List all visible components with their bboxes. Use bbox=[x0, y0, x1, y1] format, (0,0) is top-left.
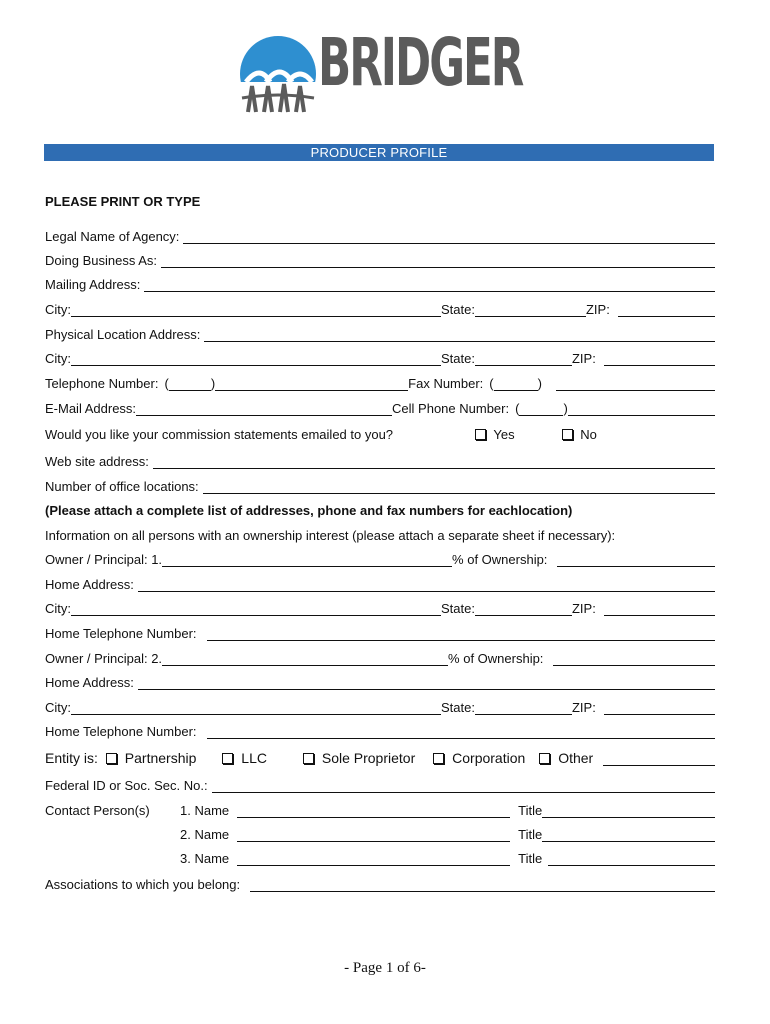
physical-address-label: Physical Location Address: bbox=[45, 327, 201, 342]
cell-area-code-field[interactable] bbox=[519, 401, 563, 416]
ownership-info: Information on all persons with an ownership interest (please attach a separate sheet if necessary): bbox=[45, 528, 616, 543]
city-field[interactable] bbox=[71, 601, 441, 616]
other-label: Other bbox=[558, 750, 594, 766]
state-field[interactable] bbox=[475, 700, 572, 715]
owner1-home-address-row bbox=[45, 572, 715, 592]
state-field[interactable] bbox=[475, 601, 572, 616]
contact1-title-field[interactable] bbox=[542, 803, 715, 818]
website-label: Web site address: bbox=[45, 454, 149, 469]
federal-id-label: Federal ID or Soc. Sec. No.: bbox=[45, 778, 208, 793]
state-label: State: bbox=[441, 302, 475, 317]
cell-field[interactable] bbox=[568, 401, 715, 416]
mailing-city-row bbox=[45, 297, 715, 317]
physical-address-row bbox=[45, 322, 715, 342]
print-instruction: PLEASE PRINT OR TYPE bbox=[45, 194, 201, 209]
contact-row-2 bbox=[45, 822, 715, 842]
telephone-field[interactable] bbox=[215, 376, 408, 391]
owner1-name-field[interactable] bbox=[162, 552, 452, 567]
owner2-home-address-field[interactable] bbox=[138, 675, 715, 690]
zip-field[interactable] bbox=[604, 700, 715, 715]
entity-partnership-option[interactable] bbox=[106, 750, 196, 766]
zip-label: ZIP: bbox=[571, 351, 596, 366]
cell-area-close: ) bbox=[563, 401, 568, 416]
checkbox-icon[interactable] bbox=[433, 753, 444, 764]
checkbox-icon[interactable] bbox=[303, 753, 314, 764]
mailing-address-field[interactable] bbox=[144, 277, 715, 292]
area-code-close: ) bbox=[210, 376, 216, 391]
corporation-label: Corporation bbox=[452, 750, 526, 766]
federal-id-field[interactable] bbox=[212, 778, 715, 793]
city-label: City: bbox=[45, 700, 71, 715]
dba-row bbox=[45, 248, 715, 268]
home-phone-label: Home Telephone Number: bbox=[45, 724, 197, 739]
state-label: State: bbox=[441, 700, 475, 715]
associations-field[interactable] bbox=[250, 877, 715, 892]
state-label: State: bbox=[441, 601, 475, 616]
mailing-address-label: Mailing Address: bbox=[45, 277, 141, 292]
owner2-name-field[interactable] bbox=[162, 651, 448, 666]
owner1-label: Owner / Principal: 1. bbox=[45, 552, 163, 567]
owner2-home-phone-field[interactable] bbox=[207, 724, 715, 739]
associations-label: Associations to which you belong: bbox=[45, 877, 241, 892]
home-address-label: Home Address: bbox=[45, 675, 134, 690]
owner1-home-phone-row bbox=[45, 621, 715, 641]
contact-name-label: 3. Name bbox=[180, 851, 230, 866]
mailing-address-row bbox=[45, 272, 715, 292]
ownership-pct-label: % of Ownership: bbox=[452, 552, 548, 567]
contact-name-label: 1. Name bbox=[180, 803, 230, 818]
checkbox-icon[interactable] bbox=[562, 429, 573, 440]
checkbox-icon[interactable] bbox=[539, 753, 550, 764]
owner1-row bbox=[45, 547, 715, 567]
home-phone-label: Home Telephone Number: bbox=[45, 626, 197, 641]
page-number: - Page 1 of 6- bbox=[344, 960, 426, 976]
logo-wordmark: BRIDGER bbox=[318, 24, 523, 101]
commission-yes-option[interactable] bbox=[475, 427, 515, 442]
zip-field[interactable] bbox=[618, 302, 715, 317]
website-row bbox=[45, 449, 715, 469]
state-field[interactable] bbox=[475, 302, 586, 317]
contact2-name-field[interactable] bbox=[237, 827, 510, 842]
legal-name-field[interactable] bbox=[183, 229, 715, 244]
associations-row bbox=[45, 872, 715, 892]
sole-proprietor-label: Sole Proprietor bbox=[321, 750, 416, 766]
owner2-pct-field[interactable] bbox=[553, 651, 715, 666]
partnership-label: Partnership bbox=[124, 750, 197, 766]
email-field[interactable] bbox=[136, 401, 392, 416]
cell-label: Cell Phone Number: bbox=[392, 401, 510, 416]
city-field[interactable] bbox=[71, 700, 441, 715]
dba-field[interactable] bbox=[161, 253, 715, 268]
fax-label: Fax Number: bbox=[408, 376, 484, 391]
ownership-pct-label: % of Ownership: bbox=[448, 651, 544, 666]
attach-note: (Please attach a complete list of addresses, phone and fax numbers for eachlocation) bbox=[45, 503, 573, 518]
owner2-city-row bbox=[45, 695, 715, 715]
phone-fax-row bbox=[45, 371, 715, 391]
legal-name-row bbox=[45, 224, 715, 244]
contact-label: Contact Person(s) bbox=[45, 803, 150, 818]
yes-label: Yes bbox=[493, 427, 515, 442]
phone-area-code-field[interactable] bbox=[169, 376, 211, 391]
office-count-row bbox=[45, 474, 715, 494]
commission-email-row bbox=[45, 422, 715, 442]
title-label: Title bbox=[518, 827, 543, 842]
entity-sole-proprietor-option[interactable] bbox=[303, 750, 415, 766]
zip-field[interactable] bbox=[604, 601, 715, 616]
entity-llc-option[interactable] bbox=[222, 750, 267, 766]
owner1-pct-field[interactable] bbox=[557, 552, 715, 567]
other-entity-field[interactable] bbox=[603, 751, 715, 766]
website-field[interactable] bbox=[153, 454, 715, 469]
contact3-name-field[interactable] bbox=[237, 851, 510, 866]
state-field[interactable] bbox=[475, 351, 572, 366]
contact-row-1 bbox=[45, 798, 715, 818]
zip-field[interactable] bbox=[604, 351, 715, 366]
ownership-info-row bbox=[45, 523, 715, 543]
attach-note-row bbox=[45, 498, 715, 518]
contact3-title-field[interactable] bbox=[548, 851, 715, 866]
federal-id-row bbox=[45, 773, 715, 793]
office-count-field[interactable] bbox=[203, 479, 715, 494]
contact-row-3 bbox=[45, 846, 715, 866]
email-label: E-Mail Address: bbox=[45, 401, 137, 416]
fax-field[interactable] bbox=[556, 376, 715, 391]
entity-row bbox=[45, 746, 715, 766]
entity-label: Entity is: bbox=[45, 750, 98, 766]
owner2-row bbox=[45, 646, 715, 666]
owner2-home-address-row bbox=[45, 670, 715, 690]
physical-city-row bbox=[45, 346, 715, 366]
owner2-label: Owner / Principal: 2. bbox=[45, 651, 163, 666]
city-label: City: bbox=[45, 302, 71, 317]
city-field[interactable] bbox=[71, 302, 441, 317]
telephone-label: Telephone Number: bbox=[45, 376, 159, 391]
title-label: Title bbox=[518, 803, 543, 818]
home-address-label: Home Address: bbox=[45, 577, 134, 592]
cell-area-open: ( bbox=[515, 401, 520, 416]
owner2-home-phone-row bbox=[45, 719, 715, 739]
commission-question: Would you like your commission statements emailed to you? bbox=[45, 427, 394, 442]
form-title-banner: PRODUCER PROFILE bbox=[44, 144, 714, 161]
dba-label: Doing Business As: bbox=[45, 253, 158, 268]
entity-corporation-option[interactable] bbox=[433, 750, 525, 766]
bridger-logo bbox=[236, 24, 523, 120]
email-cell-row bbox=[45, 396, 715, 416]
contact2-title-field[interactable] bbox=[542, 827, 715, 842]
city-label: City: bbox=[45, 351, 71, 366]
fax-area-code-field[interactable] bbox=[494, 376, 538, 391]
contact1-name-field[interactable] bbox=[237, 803, 510, 818]
office-count-label: Number of office locations: bbox=[45, 479, 199, 494]
state-label: State: bbox=[441, 351, 475, 366]
checkbox-icon[interactable] bbox=[475, 429, 486, 440]
entity-other-option[interactable] bbox=[539, 750, 593, 766]
legal-name-label: Legal Name of Agency: bbox=[45, 229, 180, 244]
checkbox-icon[interactable] bbox=[222, 753, 233, 764]
llc-label: LLC bbox=[241, 750, 267, 766]
city-label: City: bbox=[45, 601, 71, 616]
fax-area-open: ( bbox=[489, 376, 494, 391]
fax-area-close: ) bbox=[537, 376, 542, 391]
zip-label: ZIP: bbox=[571, 700, 596, 715]
commission-no-option[interactable] bbox=[562, 427, 597, 442]
title-label: Title bbox=[518, 851, 543, 866]
no-label: No bbox=[580, 427, 597, 442]
owner1-city-row bbox=[45, 596, 715, 616]
owner1-home-address-field[interactable] bbox=[138, 577, 715, 592]
zip-label: ZIP: bbox=[571, 601, 596, 616]
area-code-open: ( bbox=[164, 376, 169, 391]
physical-address-field[interactable] bbox=[204, 327, 715, 342]
city-field[interactable] bbox=[71, 351, 441, 366]
zip-label: ZIP: bbox=[585, 302, 610, 317]
checkbox-icon[interactable] bbox=[106, 753, 117, 764]
logo-emblem-icon bbox=[236, 26, 320, 120]
contact-name-label: 2. Name bbox=[180, 827, 230, 842]
owner1-home-phone-field[interactable] bbox=[207, 626, 715, 641]
